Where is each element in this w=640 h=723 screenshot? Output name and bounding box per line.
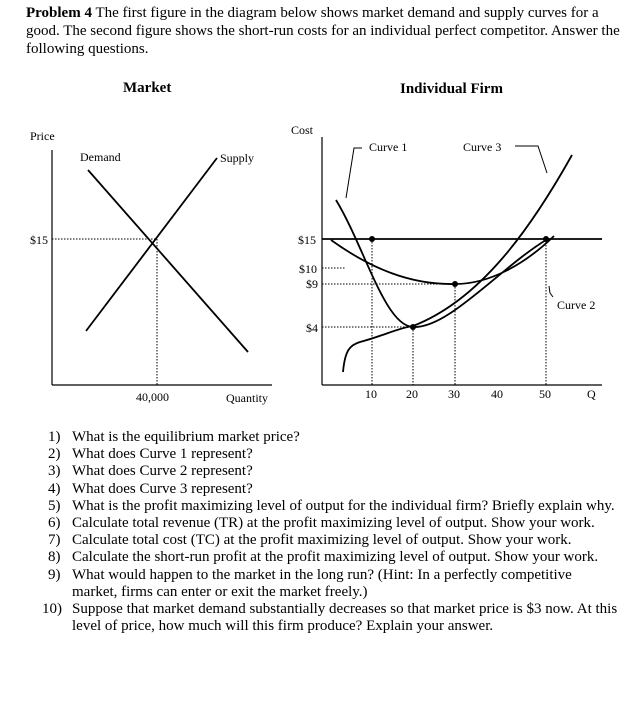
supply-curve: [86, 158, 217, 331]
firm-graph: [322, 137, 602, 385]
curve-2: [331, 236, 554, 284]
curve-3: [343, 155, 572, 372]
question-item: 2) What does Curve 1 represent?: [48, 446, 253, 463]
question-item: 1) What is the equilibrium market price?: [48, 429, 300, 445]
firm-xtick-10: 10: [365, 387, 377, 401]
firm-title: Individual Firm: [400, 81, 503, 97]
supply-label: Supply: [220, 151, 255, 165]
question-item: 4) What does Curve 3 represent?: [48, 480, 253, 497]
curve-3-pointer: [515, 146, 547, 173]
firm-tick-10: $10: [299, 262, 317, 276]
curve-2-label: Curve 2: [557, 298, 596, 312]
market-quantity-label: Quantity: [226, 391, 268, 405]
question-item: 5) What is the profit maximizing level of output for the individual firm? Briefly explain why.: [48, 497, 615, 514]
curve-1: [336, 200, 546, 327]
firm-tick-9: $9: [306, 277, 318, 291]
firm-cost-label: Cost: [291, 123, 314, 137]
firm-q-label: Q: [587, 387, 596, 401]
firm-tick-4: $4: [306, 321, 318, 335]
point-q20-p4: [410, 324, 416, 330]
question-item: 9) What would happen to the market in the long run? (Hint: In a perfectly competitive market, firms can enter or exit the market freely.): [48, 566, 572, 600]
market-title: Market: [123, 80, 172, 96]
demand-curve: [88, 170, 248, 352]
firm-xtick-30: 30: [448, 387, 460, 401]
market-quantity-tick: 40,000: [136, 390, 169, 404]
question-item: 10) Suppose that market demand substantially decreases so that market price is $3 now. At this level of price, how much will this firm produce? Explain your answer.: [42, 601, 618, 635]
curve-2-pointer: [549, 286, 553, 297]
curve-1-pointer: [346, 148, 362, 198]
market-graph: [52, 150, 272, 385]
firm-xtick-20: 20: [406, 387, 418, 401]
point-q50-p15: [543, 236, 549, 242]
point-q10-p15: [369, 236, 375, 242]
problem-number: Problem 4: [26, 5, 92, 21]
question-list: [42, 429, 620, 635]
market-price-label: Price: [30, 129, 55, 143]
curve-1-label: Curve 1: [369, 140, 408, 154]
demand-label: Demand: [80, 150, 121, 164]
market-price-tick: $15: [30, 233, 48, 247]
curve-3-label: Curve 3: [463, 140, 502, 154]
question-item: 8) Calculate the short-run profit at the profit maximizing level of output. Show your work.: [48, 549, 599, 566]
question-item: 6) Calculate total revenue (TR) at the profit maximizing level of output. Show your work.: [48, 515, 595, 532]
firm-xtick-40: 40: [491, 387, 503, 401]
problem-text: The first figure in the diagram below shows market demand and supply curves for a good. The second figure shows the short-run costs for an individual perfect competitor. Answer the following questions.: [26, 5, 620, 57]
point-q30-p9: [452, 281, 458, 287]
firm-tick-15: $15: [298, 233, 316, 247]
firm-xtick-50: 50: [539, 387, 551, 401]
question-item: 7) Calculate total cost (TC) at the profit maximizing level of output. Show your work.: [48, 532, 572, 549]
question-item: 3) What does Curve 2 represent?: [48, 463, 253, 480]
